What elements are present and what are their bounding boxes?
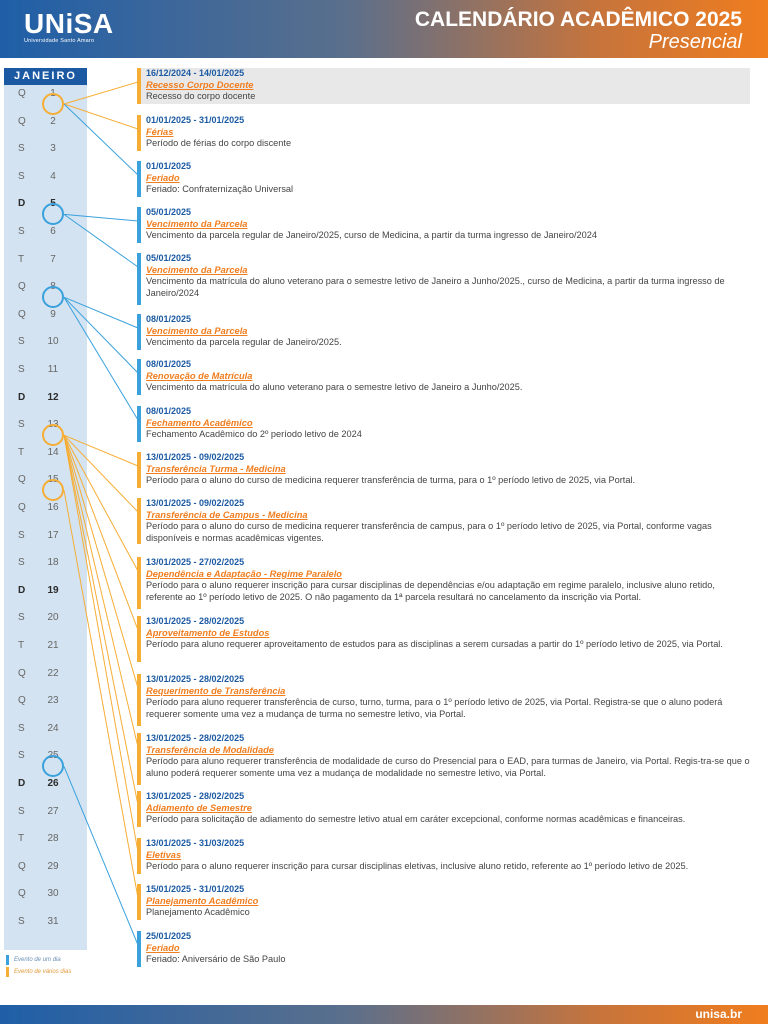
- event-date: 05/01/2025: [146, 253, 192, 263]
- legend-single-label: Evento de um dia: [14, 957, 61, 963]
- page-subtitle: Presencial: [648, 31, 742, 53]
- event-description: Fechamento Acadêmico do 2º período letivo de 2024: [146, 429, 362, 439]
- event-description: Vencimento da matrícula do aluno veterano para o semestre letivo de Janeiro a Junho/2025., curso de Medicina, a partir da turma ingresso de Janeiro/2024: [146, 276, 725, 298]
- event-bar: [137, 557, 141, 609]
- event-bar: [137, 791, 141, 827]
- legend-single-swatch: [6, 955, 9, 965]
- day-number: 18: [47, 557, 59, 569]
- day-letter: S: [18, 612, 25, 624]
- event-date: 13/01/2025 - 31/03/2025: [146, 838, 245, 848]
- event-description: Período de férias do corpo discente: [146, 138, 292, 148]
- event-title[interactable]: Feriado: [146, 172, 180, 183]
- event-item: [137, 314, 750, 350]
- event-item: [137, 359, 750, 395]
- event-bar: [137, 161, 141, 197]
- day-number: 17: [47, 529, 59, 541]
- day-letter: S: [18, 336, 25, 348]
- day-letter: Q: [18, 695, 26, 707]
- event-title[interactable]: Renovação de Matrícula: [146, 370, 253, 381]
- day-number: 13: [47, 419, 59, 431]
- event-description: Período para aluno requerer transferência de curso, turno, turma, para o 1º período letivo de 2025, via Portal. Registra-se que o aluno poderá requerer somente uma vez a mudança de turma no semestre letivo, via Portal.: [146, 697, 723, 719]
- event-item: [137, 884, 750, 920]
- event-bar: [137, 616, 141, 662]
- event-date: 01/01/2025: [146, 161, 192, 171]
- event-bar: [137, 838, 141, 874]
- event-title[interactable]: Requerimento de Transferência: [146, 685, 286, 696]
- event-date: 01/01/2025 - 31/01/2025: [146, 115, 245, 125]
- day-letter: S: [18, 226, 25, 237]
- day-number: 31: [47, 916, 59, 927]
- event-title[interactable]: Transferência de Modalidade: [146, 744, 274, 755]
- day-number: 9: [50, 308, 56, 320]
- event-bar: [137, 115, 141, 151]
- day-letter: Q: [18, 502, 26, 513]
- event-bar: [137, 406, 141, 442]
- event-description: Período para o aluno requerer inscrição para cursar disciplinas eletivas, inclusive aluno retido, referente ao 1º período letivo de 2025.: [146, 861, 689, 871]
- day-number: 25: [47, 750, 59, 762]
- day-letter: S: [18, 722, 25, 734]
- event-description: Vencimento da parcela regular de Janeiro/2025.: [146, 337, 342, 347]
- legend-single: [6, 955, 71, 967]
- day-number: 15: [47, 474, 59, 486]
- event-title[interactable]: Transferência de Campus - Medicina: [146, 509, 308, 520]
- event-date: 13/01/2025 - 28/02/2025: [146, 616, 245, 626]
- logo-subtitle: Universidade Santo Amaro: [24, 38, 95, 44]
- event-date: 16/12/2024 - 14/01/2025: [146, 68, 245, 78]
- event-item: [137, 931, 750, 967]
- event-item: [137, 838, 750, 874]
- day-number: 30: [47, 888, 59, 900]
- day-number: 29: [47, 860, 59, 872]
- day-number: 4: [50, 170, 56, 182]
- day-number: 6: [50, 226, 56, 237]
- connector-line: [64, 435, 138, 805]
- day-number: 14: [47, 446, 59, 458]
- day-number: 24: [47, 722, 59, 734]
- event-bar: [137, 452, 141, 488]
- event-title[interactable]: Férias: [146, 126, 174, 137]
- day-number: 11: [47, 364, 59, 375]
- event-date: 13/01/2025 - 09/02/2025: [146, 452, 245, 462]
- connector-line: [64, 435, 138, 852]
- logo-text: UNiSA: [24, 8, 114, 39]
- connector-line: [64, 104, 138, 129]
- event-bar: [137, 253, 141, 305]
- event-date: 13/01/2025 - 28/02/2025: [146, 791, 245, 801]
- event-bar: [137, 884, 141, 920]
- day-number: 19: [47, 584, 59, 596]
- event-item: [137, 406, 750, 442]
- event-description: Período para aluno requerer aproveitamento de estudos para as disciplinas a serem cursadas a partir do 1º período letivo de 2025, via Portal.: [146, 639, 723, 649]
- event-description: Período para o aluno do curso de medicina requerer transferência de campus, para o 1º período letivo de 2025, via Portal, conforme vagas disponíveis e normas acadêmicas vigentes.: [146, 521, 712, 543]
- connector-line: [64, 297, 138, 420]
- day-number: 16: [47, 502, 59, 513]
- connector-line: [64, 214, 138, 267]
- event-date: 15/01/2025 - 31/01/2025: [146, 884, 245, 894]
- day-number: 21: [47, 640, 59, 651]
- event-title[interactable]: Fechamento Acadêmico: [146, 417, 253, 428]
- event-bar: [137, 931, 141, 967]
- event-title[interactable]: Feriado: [146, 942, 180, 953]
- event-bar: [137, 674, 141, 726]
- day-letter: S: [18, 916, 25, 927]
- day-letter: Q: [18, 860, 26, 872]
- legend-multi-label: Evento de vários dias: [14, 969, 72, 975]
- day-number: 5: [50, 198, 56, 210]
- event-item: [137, 253, 750, 305]
- event-date: 13/01/2025 - 09/02/2025: [146, 498, 245, 508]
- day-number: 7: [50, 253, 56, 265]
- day-letter: Q: [18, 667, 26, 679]
- event-title[interactable]: Aproveitamento de Estudos: [146, 627, 270, 638]
- event-description: Período para aluno requerer transferência de modalidade de curso do Presencial para o EAD, para turmas de Janeiro, via Portal. Regis-tra-se que o aluno poderá requerer somente uma vez a mudança de modalidade no semestre letivo, via Portal.: [146, 756, 750, 778]
- event-title[interactable]: Vencimento da Parcela: [146, 264, 248, 275]
- event-bar: [137, 498, 141, 544]
- event-description: Vencimento da parcela regular de Janeiro/2025, curso de Medicina, a partir da turma ingresso de Janeiro/2024: [146, 230, 597, 240]
- event-item: [137, 616, 750, 662]
- connector-line: [64, 104, 138, 175]
- connector-line: [64, 297, 138, 373]
- day-letter: S: [18, 143, 25, 155]
- event-title[interactable]: Adiamento de Semestre: [146, 802, 252, 813]
- event-description: Feriado: Aniversário de São Paulo: [146, 954, 286, 964]
- event-bar: [137, 733, 141, 785]
- day-number: 3: [50, 143, 56, 155]
- day-letter: Q: [18, 281, 26, 293]
- legend: [6, 955, 71, 979]
- day-letter: T: [18, 253, 25, 265]
- day-letter: S: [18, 529, 25, 541]
- day-letter: T: [18, 833, 25, 845]
- day-number: 12: [47, 391, 59, 403]
- day-letter: D: [18, 584, 26, 596]
- day-number: 20: [47, 612, 59, 624]
- day-number: 1: [50, 88, 56, 99]
- day-letter: S: [18, 750, 25, 762]
- event-item: [137, 557, 750, 609]
- event-item: [137, 68, 750, 104]
- day-letter: Q: [18, 88, 26, 99]
- event-description: Vencimento da matrícula do aluno veterano para o semestre letivo de Janeiro a Junho/2025.: [146, 382, 523, 392]
- event-title[interactable]: Recesso Corpo Docente: [146, 79, 254, 90]
- event-bar: [137, 68, 141, 104]
- event-bar: [137, 359, 141, 395]
- day-number: 10: [47, 336, 59, 348]
- event-bar: [137, 207, 141, 243]
- event-title[interactable]: Dependência e Adaptação - Regime Paralelo: [146, 568, 342, 579]
- day-number: 22: [47, 667, 59, 679]
- event-title[interactable]: Planejamento Acadêmico: [146, 895, 259, 906]
- day-letter: T: [18, 640, 25, 651]
- event-title[interactable]: Eletivas: [146, 849, 182, 860]
- event-bar: [137, 314, 141, 350]
- event-date: 08/01/2025: [146, 314, 192, 324]
- day-letter: D: [18, 778, 26, 789]
- day-letter: S: [18, 170, 25, 182]
- event-date: 05/01/2025: [146, 207, 192, 217]
- legend-multi-swatch: [6, 967, 9, 977]
- day-letter: Q: [18, 474, 26, 486]
- page-title: CALENDÁRIO ACADÊMICO 2025: [414, 8, 742, 31]
- day-number: 2: [50, 115, 56, 127]
- event-date: 25/01/2025: [146, 931, 192, 941]
- event-title[interactable]: Vencimento da Parcela: [146, 218, 248, 229]
- event-description: Período para o aluno do curso de medicina requerer transferência de turma, para o 1º período letivo de 2025, via Portal.: [146, 475, 636, 485]
- event-date: 13/01/2025 - 28/02/2025: [146, 674, 245, 684]
- event-item: [137, 791, 750, 827]
- event-item: [137, 452, 750, 488]
- event-title[interactable]: Vencimento da Parcela: [146, 325, 248, 336]
- day-letter: S: [18, 805, 25, 817]
- connector-line: [64, 435, 138, 630]
- legend-multi: [6, 967, 71, 979]
- day-number: 8: [50, 281, 56, 293]
- event-description: Período para o aluno requerer inscrição para cursar disciplinas de dependências e/ou adaptação em regime paralelo, inclusive aluno retido, referente ao 1º período letivo de 2025. O não pagamento da 1ª parcela resultará no cancelamento da inscrição via Portal.: [146, 580, 715, 602]
- day-letter: D: [18, 198, 26, 210]
- event-description: Recesso do corpo docente: [146, 91, 256, 101]
- event-date: 08/01/2025: [146, 406, 192, 416]
- event-item: [137, 498, 750, 544]
- event-item: [137, 207, 750, 243]
- day-number: 28: [47, 833, 59, 845]
- month-label: JANEIRO: [4, 68, 87, 85]
- event-date: 08/01/2025: [146, 359, 192, 369]
- day-letter: S: [18, 419, 25, 431]
- day-letter: S: [18, 557, 25, 569]
- footer-banner: [0, 1005, 768, 1024]
- event-title[interactable]: Transferência Turma - Medicina: [146, 463, 286, 474]
- day-number: 27: [47, 805, 59, 817]
- event-description: Planejamento Acadêmico: [146, 907, 250, 917]
- day-letter: T: [18, 446, 25, 458]
- day-number: 26: [47, 778, 59, 789]
- connector-line: [64, 214, 138, 221]
- day-number: 23: [47, 695, 59, 707]
- day-letter: Q: [18, 308, 26, 320]
- event-item: [137, 674, 750, 726]
- day-letter: D: [18, 391, 26, 403]
- event-date: 13/01/2025 - 28/02/2025: [146, 733, 245, 743]
- connector-line: [64, 435, 138, 747]
- day-letter: S: [18, 364, 25, 375]
- connector-line: [64, 766, 138, 945]
- day-letter: Q: [18, 115, 26, 127]
- event-description: Feriado: Confraternização Universal: [146, 184, 294, 194]
- connector-line: [64, 297, 138, 328]
- day-highlight-ring: [42, 93, 64, 115]
- footer-link[interactable]: unisa.br: [695, 1007, 742, 1021]
- connector-line: [64, 82, 138, 104]
- event-item: [137, 115, 750, 151]
- day-letter: Q: [18, 888, 26, 900]
- event-date: 13/01/2025 - 27/02/2025: [146, 557, 245, 567]
- event-description: Período para solicitação de adiamento do semestre letivo atual em caráter excepcional, conforme normas acadêmicas e financeiras.: [146, 814, 686, 824]
- event-item: [137, 161, 750, 197]
- connector-line: [64, 435, 138, 466]
- event-item: [137, 733, 750, 785]
